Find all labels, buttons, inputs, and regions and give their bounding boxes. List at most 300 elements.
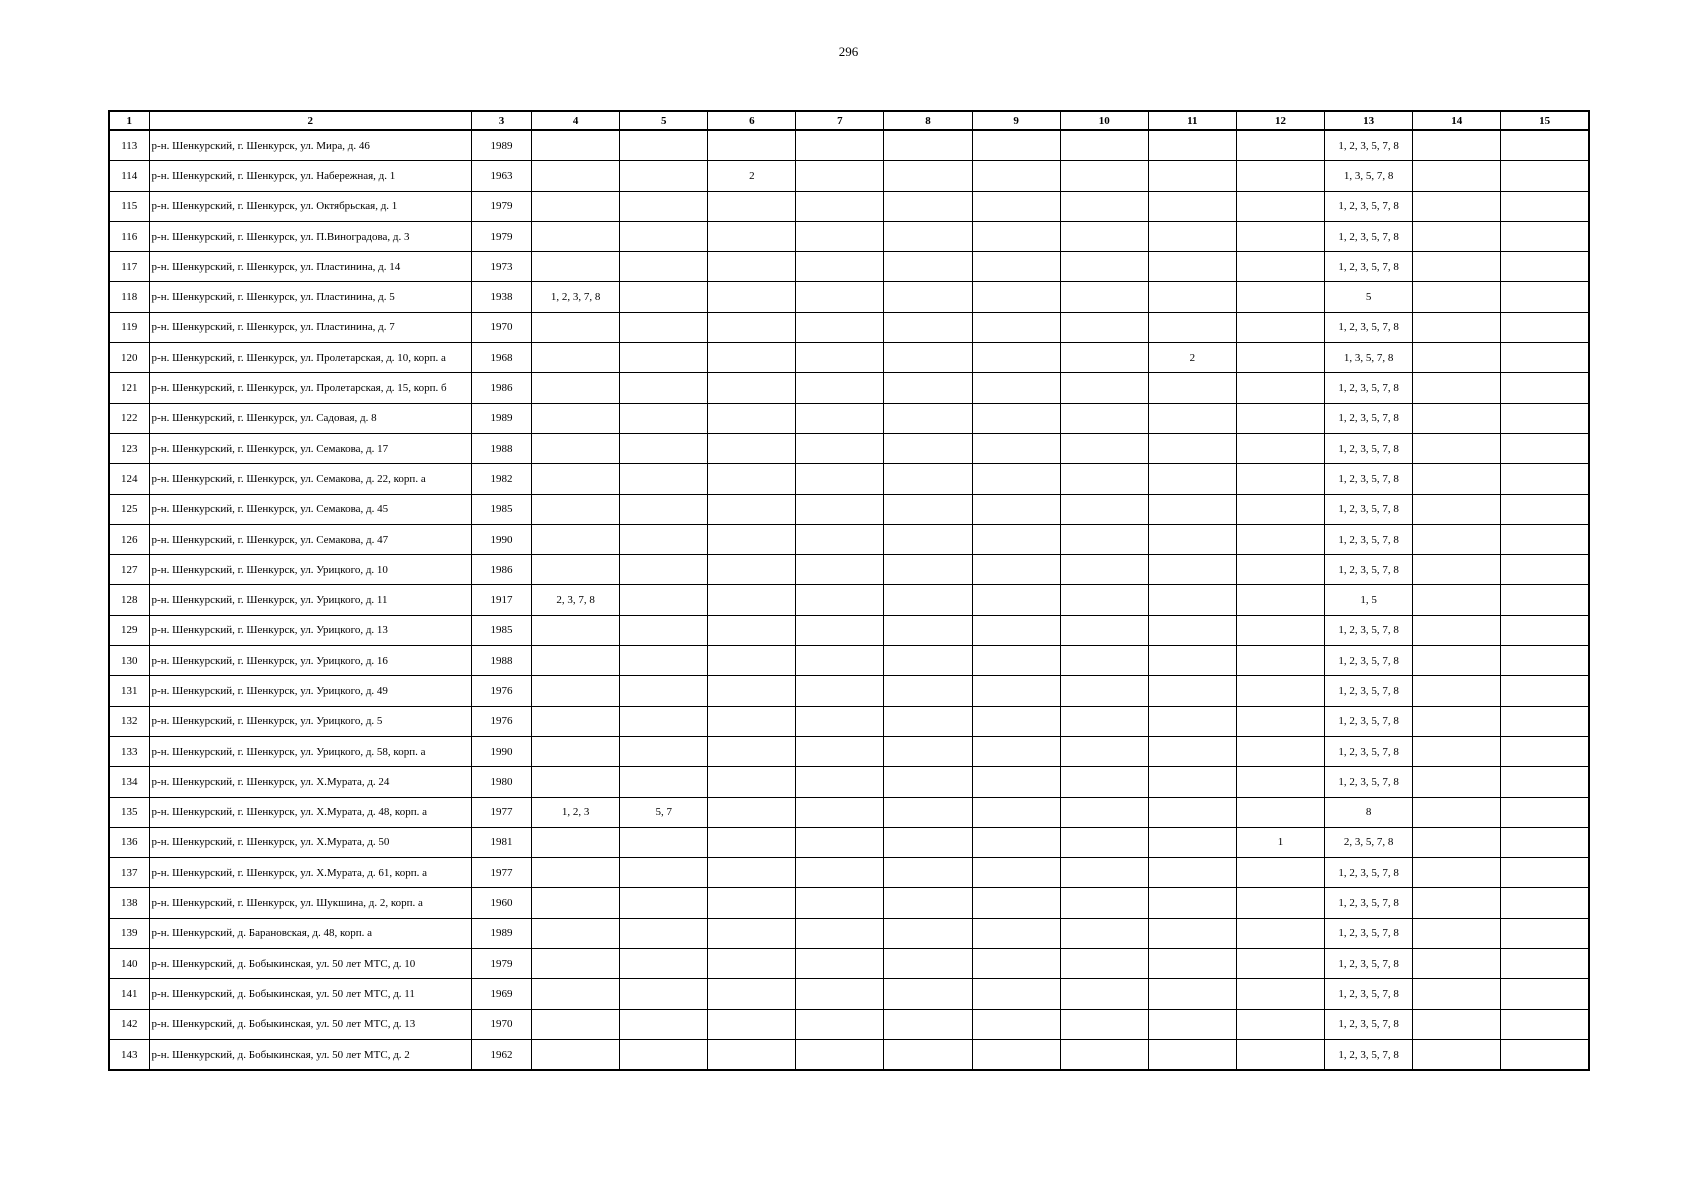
table-cell	[620, 676, 708, 706]
table-cell	[796, 252, 884, 282]
table-row	[109, 252, 1589, 282]
table-cell	[1060, 373, 1148, 403]
table-cell	[620, 646, 708, 676]
table-cell: 1, 2, 3, 5, 7, 8	[1325, 706, 1413, 736]
table-cell	[1060, 433, 1148, 463]
table-cell: 1, 3, 5, 7, 8	[1325, 161, 1413, 191]
table-cell	[708, 767, 796, 797]
table-cell	[884, 373, 972, 403]
table-cell	[796, 221, 884, 251]
table-cell	[1148, 615, 1236, 645]
table-cell	[972, 191, 1060, 221]
table-cell	[796, 1039, 884, 1070]
table-cell	[972, 373, 1060, 403]
table-cell	[620, 252, 708, 282]
table-cell	[884, 706, 972, 736]
table-row	[109, 464, 1589, 494]
table-row	[109, 161, 1589, 191]
table-cell	[1060, 736, 1148, 766]
table-cell	[532, 615, 620, 645]
address-cell: р-н. Шенкурский, г. Шенкурск, ул. Х.Мурата, д. 61, корп. а	[149, 858, 471, 888]
table-cell	[1060, 403, 1148, 433]
row-number-cell: 116	[109, 221, 149, 251]
row-number-cell: 115	[109, 191, 149, 221]
table-row	[109, 343, 1589, 373]
address-cell: р-н. Шенкурский, д. Бобыкинская, ул. 50 лет МТС, д. 10	[149, 949, 471, 979]
table-cell	[708, 191, 796, 221]
table-cell	[532, 433, 620, 463]
row-number-cell: 126	[109, 524, 149, 554]
table-cell	[708, 524, 796, 554]
table-cell: 2	[1148, 343, 1236, 373]
table-cell: 2, 3, 7, 8	[532, 585, 620, 615]
year-cell: 1970	[471, 1009, 531, 1039]
column-header-3: 3	[471, 111, 531, 130]
table-cell	[796, 555, 884, 585]
table-cell	[620, 706, 708, 736]
table-cell: 1, 2, 3, 5, 7, 8	[1325, 403, 1413, 433]
table-row	[109, 282, 1589, 312]
row-number-cell: 129	[109, 615, 149, 645]
table-cell: 1, 2, 3, 5, 7, 8	[1325, 312, 1413, 342]
row-number-cell: 137	[109, 858, 149, 888]
table-cell	[708, 464, 796, 494]
table-cell	[1413, 736, 1501, 766]
table-cell	[1060, 827, 1148, 857]
address-cell: р-н. Шенкурский, г. Шенкурск, ул. П.Виноградова, д. 3	[149, 221, 471, 251]
table-cell: 1, 2, 3, 5, 7, 8	[1325, 1039, 1413, 1070]
table-row	[109, 827, 1589, 857]
table-cell	[972, 221, 1060, 251]
table-row	[109, 191, 1589, 221]
table-cell	[1148, 524, 1236, 554]
table-cell	[884, 979, 972, 1009]
table-cell	[1236, 252, 1324, 282]
table-cell	[972, 918, 1060, 948]
address-cell: р-н. Шенкурский, г. Шенкурск, ул. Пластинина, д. 7	[149, 312, 471, 342]
table-cell	[1148, 161, 1236, 191]
table-cell	[972, 282, 1060, 312]
table-cell	[708, 827, 796, 857]
table-cell	[1148, 191, 1236, 221]
table-cell	[1060, 343, 1148, 373]
row-number-cell: 124	[109, 464, 149, 494]
table-cell	[796, 524, 884, 554]
row-number-cell: 119	[109, 312, 149, 342]
table-cell	[1236, 797, 1324, 827]
table-cell	[1413, 555, 1501, 585]
table-cell	[972, 767, 1060, 797]
table-cell	[1501, 221, 1589, 251]
address-cell: р-н. Шенкурский, г. Шенкурск, ул. Семакова, д. 45	[149, 494, 471, 524]
table-cell	[708, 676, 796, 706]
table-cell	[708, 585, 796, 615]
table-cell	[1413, 161, 1501, 191]
year-cell: 1989	[471, 918, 531, 948]
row-number-cell: 142	[109, 1009, 149, 1039]
table-cell	[1148, 555, 1236, 585]
table-cell	[1413, 343, 1501, 373]
table-cell	[884, 797, 972, 827]
table-cell	[972, 706, 1060, 736]
table-cell	[1413, 858, 1501, 888]
table-cell: 1, 2, 3	[532, 797, 620, 827]
table-cell	[620, 585, 708, 615]
table-cell	[884, 161, 972, 191]
table-body	[109, 130, 1589, 1070]
table-cell: 2, 3, 5, 7, 8	[1325, 827, 1413, 857]
table-cell	[972, 585, 1060, 615]
table-cell	[884, 312, 972, 342]
table-row	[109, 1009, 1589, 1039]
table-cell	[532, 736, 620, 766]
table-cell	[1236, 433, 1324, 463]
column-header-1: 1	[109, 111, 149, 130]
table-cell	[620, 615, 708, 645]
table-cell	[972, 1009, 1060, 1039]
table-row	[109, 373, 1589, 403]
table-cell	[532, 221, 620, 251]
column-header-4: 4	[532, 111, 620, 130]
table-cell	[1148, 464, 1236, 494]
year-cell: 1979	[471, 191, 531, 221]
table-cell	[1148, 1039, 1236, 1070]
table-cell	[1413, 646, 1501, 676]
table-cell	[1501, 736, 1589, 766]
table-cell	[620, 736, 708, 766]
table-cell: 1, 2, 3, 5, 7, 8	[1325, 979, 1413, 1009]
table-cell	[708, 706, 796, 736]
table-cell	[884, 555, 972, 585]
table-cell	[532, 252, 620, 282]
address-cell: р-н. Шенкурский, д. Бобыкинская, ул. 50 лет МТС, д. 11	[149, 979, 471, 1009]
table-cell	[1060, 767, 1148, 797]
table-cell	[796, 888, 884, 918]
row-number-cell: 127	[109, 555, 149, 585]
table-cell	[1060, 1039, 1148, 1070]
table-cell	[1236, 282, 1324, 312]
column-header-12: 12	[1236, 111, 1324, 130]
table-cell	[532, 312, 620, 342]
table-cell	[1501, 797, 1589, 827]
table-cell	[1148, 312, 1236, 342]
table-row	[109, 433, 1589, 463]
table-cell	[1236, 130, 1324, 161]
year-cell: 1989	[471, 130, 531, 161]
table-cell	[1413, 1039, 1501, 1070]
table-cell	[1060, 706, 1148, 736]
table-cell	[972, 161, 1060, 191]
table-row	[109, 585, 1589, 615]
table-cell	[1413, 312, 1501, 342]
table-cell	[1413, 373, 1501, 403]
year-cell: 1960	[471, 888, 531, 918]
table-cell	[972, 252, 1060, 282]
row-number-cell: 120	[109, 343, 149, 373]
table-row	[109, 646, 1589, 676]
address-cell: р-н. Шенкурский, г. Шенкурск, ул. Урицкого, д. 49	[149, 676, 471, 706]
table-cell: 1, 3, 5, 7, 8	[1325, 343, 1413, 373]
table-cell	[1413, 918, 1501, 948]
table-cell	[884, 282, 972, 312]
table-cell	[708, 282, 796, 312]
year-cell: 1980	[471, 767, 531, 797]
table-cell	[1501, 555, 1589, 585]
table-row	[109, 858, 1589, 888]
table-cell	[708, 130, 796, 161]
table-cell: 1, 2, 3, 5, 7, 8	[1325, 191, 1413, 221]
table-cell: 1, 2, 3, 5, 7, 8	[1325, 252, 1413, 282]
year-cell: 1976	[471, 706, 531, 736]
table-cell	[1501, 130, 1589, 161]
table-cell	[708, 615, 796, 645]
row-number-cell: 139	[109, 918, 149, 948]
address-cell: р-н. Шенкурский, г. Шенкурск, ул. Семакова, д. 17	[149, 433, 471, 463]
table-cell	[1060, 949, 1148, 979]
table-cell	[532, 767, 620, 797]
table-cell: 1	[1236, 827, 1324, 857]
row-number-cell: 135	[109, 797, 149, 827]
address-cell: р-н. Шенкурский, г. Шенкурск, ул. Урицкого, д. 10	[149, 555, 471, 585]
table-cell: 1, 2, 3, 5, 7, 8	[1325, 736, 1413, 766]
address-cell: р-н. Шенкурский, г. Шенкурск, ул. Урицкого, д. 58, корп. а	[149, 736, 471, 766]
table-cell	[1501, 888, 1589, 918]
table-cell	[972, 403, 1060, 433]
table-cell	[884, 585, 972, 615]
table-cell	[708, 918, 796, 948]
table-cell	[1148, 221, 1236, 251]
table-cell	[708, 797, 796, 827]
year-cell: 1985	[471, 494, 531, 524]
table-cell: 1, 2, 3, 5, 7, 8	[1325, 615, 1413, 645]
page-number: 296	[838, 44, 859, 59]
table-cell	[532, 464, 620, 494]
table-cell	[884, 403, 972, 433]
table-cell	[708, 252, 796, 282]
table-cell	[796, 130, 884, 161]
table-cell	[1501, 1039, 1589, 1070]
table-cell	[1060, 312, 1148, 342]
table-row	[109, 615, 1589, 645]
table-cell	[796, 494, 884, 524]
table-cell	[1236, 888, 1324, 918]
table-cell	[884, 858, 972, 888]
table-cell: 5	[1325, 282, 1413, 312]
table-cell	[1060, 555, 1148, 585]
table-cell	[532, 403, 620, 433]
table-cell	[972, 555, 1060, 585]
table-cell	[620, 555, 708, 585]
table-row	[109, 797, 1589, 827]
table-cell	[972, 433, 1060, 463]
table-cell	[1236, 615, 1324, 645]
row-number-cell: 131	[109, 676, 149, 706]
table-cell	[1060, 494, 1148, 524]
table-cell	[1148, 797, 1236, 827]
table-cell	[884, 736, 972, 766]
row-number-cell: 140	[109, 949, 149, 979]
table-cell	[1236, 555, 1324, 585]
year-cell: 1968	[471, 343, 531, 373]
table-row	[109, 676, 1589, 706]
table-cell	[1060, 161, 1148, 191]
column-header-5: 5	[620, 111, 708, 130]
table-cell: 1, 2, 3, 5, 7, 8	[1325, 221, 1413, 251]
table-cell: 1, 2, 3, 5, 7, 8	[1325, 464, 1413, 494]
column-header-13: 13	[1325, 111, 1413, 130]
table-cell	[796, 191, 884, 221]
table-cell	[1060, 1009, 1148, 1039]
table-row	[109, 494, 1589, 524]
address-cell: р-н. Шенкурский, г. Шенкурск, ул. Шукшина, д. 2, корп. а	[149, 888, 471, 918]
table-cell	[1148, 494, 1236, 524]
table-cell	[796, 403, 884, 433]
column-header-8: 8	[884, 111, 972, 130]
table-cell	[1501, 282, 1589, 312]
table-cell	[796, 918, 884, 948]
table-cell	[1148, 858, 1236, 888]
table-cell	[1060, 130, 1148, 161]
table-cell	[796, 585, 884, 615]
table-cell	[1413, 524, 1501, 554]
table-cell: 5, 7	[620, 797, 708, 827]
table-cell	[1413, 1009, 1501, 1039]
table-row	[109, 736, 1589, 766]
table-cell	[1236, 494, 1324, 524]
table-cell: 1, 2, 3, 5, 7, 8	[1325, 130, 1413, 161]
table-cell	[1060, 252, 1148, 282]
table-cell	[1236, 191, 1324, 221]
year-cell: 1981	[471, 827, 531, 857]
table-cell	[884, 1009, 972, 1039]
table-cell	[972, 736, 1060, 766]
table-cell	[532, 827, 620, 857]
year-cell: 1988	[471, 646, 531, 676]
table-cell: 1, 2, 3, 5, 7, 8	[1325, 433, 1413, 463]
table-cell	[884, 464, 972, 494]
table-cell	[1236, 979, 1324, 1009]
table-cell	[1060, 585, 1148, 615]
table-cell	[1501, 524, 1589, 554]
table-cell	[796, 858, 884, 888]
table-cell	[532, 343, 620, 373]
table-cell	[1148, 888, 1236, 918]
table-cell	[1148, 1009, 1236, 1039]
table-cell	[708, 858, 796, 888]
table-cell	[1236, 918, 1324, 948]
table-cell	[708, 433, 796, 463]
table-cell	[884, 1039, 972, 1070]
year-cell: 1982	[471, 464, 531, 494]
table-cell	[1501, 494, 1589, 524]
table-cell	[1501, 827, 1589, 857]
table-cell	[620, 524, 708, 554]
table-cell: 1, 2, 3, 5, 7, 8	[1325, 858, 1413, 888]
table-cell	[1060, 221, 1148, 251]
table-cell	[796, 827, 884, 857]
year-cell: 1985	[471, 615, 531, 645]
table-cell	[1413, 585, 1501, 615]
table-cell	[1413, 797, 1501, 827]
column-header-14: 14	[1413, 111, 1501, 130]
row-number-cell: 113	[109, 130, 149, 161]
table-cell	[1148, 130, 1236, 161]
table-row	[109, 979, 1589, 1009]
table-cell	[884, 221, 972, 251]
table-cell	[1413, 949, 1501, 979]
header-row	[109, 111, 1589, 130]
row-number-cell: 122	[109, 403, 149, 433]
address-cell: р-н. Шенкурский, г. Шенкурск, ул. Пролетарская, д. 15, корп. б	[149, 373, 471, 403]
year-cell: 1986	[471, 373, 531, 403]
table-cell	[1148, 403, 1236, 433]
table-cell	[532, 949, 620, 979]
table-cell	[532, 555, 620, 585]
table-cell	[1236, 736, 1324, 766]
table-cell	[532, 858, 620, 888]
table-cell	[1413, 191, 1501, 221]
table-cell	[1236, 403, 1324, 433]
table-cell	[796, 979, 884, 1009]
table-cell	[1501, 706, 1589, 736]
address-cell: р-н. Шенкурский, д. Барановская, д. 48, корп. а	[149, 918, 471, 948]
table-cell	[1501, 343, 1589, 373]
table-cell	[1501, 373, 1589, 403]
table-cell	[796, 343, 884, 373]
table-cell	[532, 1009, 620, 1039]
table-cell	[708, 373, 796, 403]
table-cell	[1148, 949, 1236, 979]
table-cell	[708, 1039, 796, 1070]
table-cell	[1148, 736, 1236, 766]
address-cell: р-н. Шенкурский, г. Шенкурск, ул. Урицкого, д. 16	[149, 646, 471, 676]
table-cell: 1, 2, 3, 5, 7, 8	[1325, 767, 1413, 797]
year-cell: 1969	[471, 979, 531, 1009]
address-cell: р-н. Шенкурский, г. Шенкурск, ул. Х.Мурата, д. 24	[149, 767, 471, 797]
table-cell	[1236, 221, 1324, 251]
column-header-7: 7	[796, 111, 884, 130]
table-cell	[1413, 130, 1501, 161]
table-cell: 1, 2, 3, 5, 7, 8	[1325, 494, 1413, 524]
table-cell	[1060, 797, 1148, 827]
table-cell	[972, 827, 1060, 857]
table-cell	[972, 676, 1060, 706]
address-cell: р-н. Шенкурский, г. Шенкурск, ул. Мира, д. 46	[149, 130, 471, 161]
table-cell	[1413, 706, 1501, 736]
table-cell	[884, 130, 972, 161]
table-cell	[1236, 464, 1324, 494]
table-cell	[1413, 403, 1501, 433]
table-cell	[708, 1009, 796, 1039]
table-cell	[796, 1009, 884, 1039]
table-cell	[1413, 252, 1501, 282]
table-cell	[796, 736, 884, 766]
table-cell	[532, 676, 620, 706]
table-cell	[972, 130, 1060, 161]
table-cell	[1060, 282, 1148, 312]
table-cell	[1060, 615, 1148, 645]
row-number-cell: 143	[109, 1039, 149, 1070]
table-row	[109, 1039, 1589, 1070]
table-cell	[532, 888, 620, 918]
table-cell	[1236, 646, 1324, 676]
table-cell	[620, 979, 708, 1009]
table-cell	[620, 312, 708, 342]
table-cell	[708, 343, 796, 373]
column-header-11: 11	[1148, 111, 1236, 130]
address-cell: р-н. Шенкурский, г. Шенкурск, ул. Набережная, д. 1	[149, 161, 471, 191]
year-cell: 1963	[471, 161, 531, 191]
